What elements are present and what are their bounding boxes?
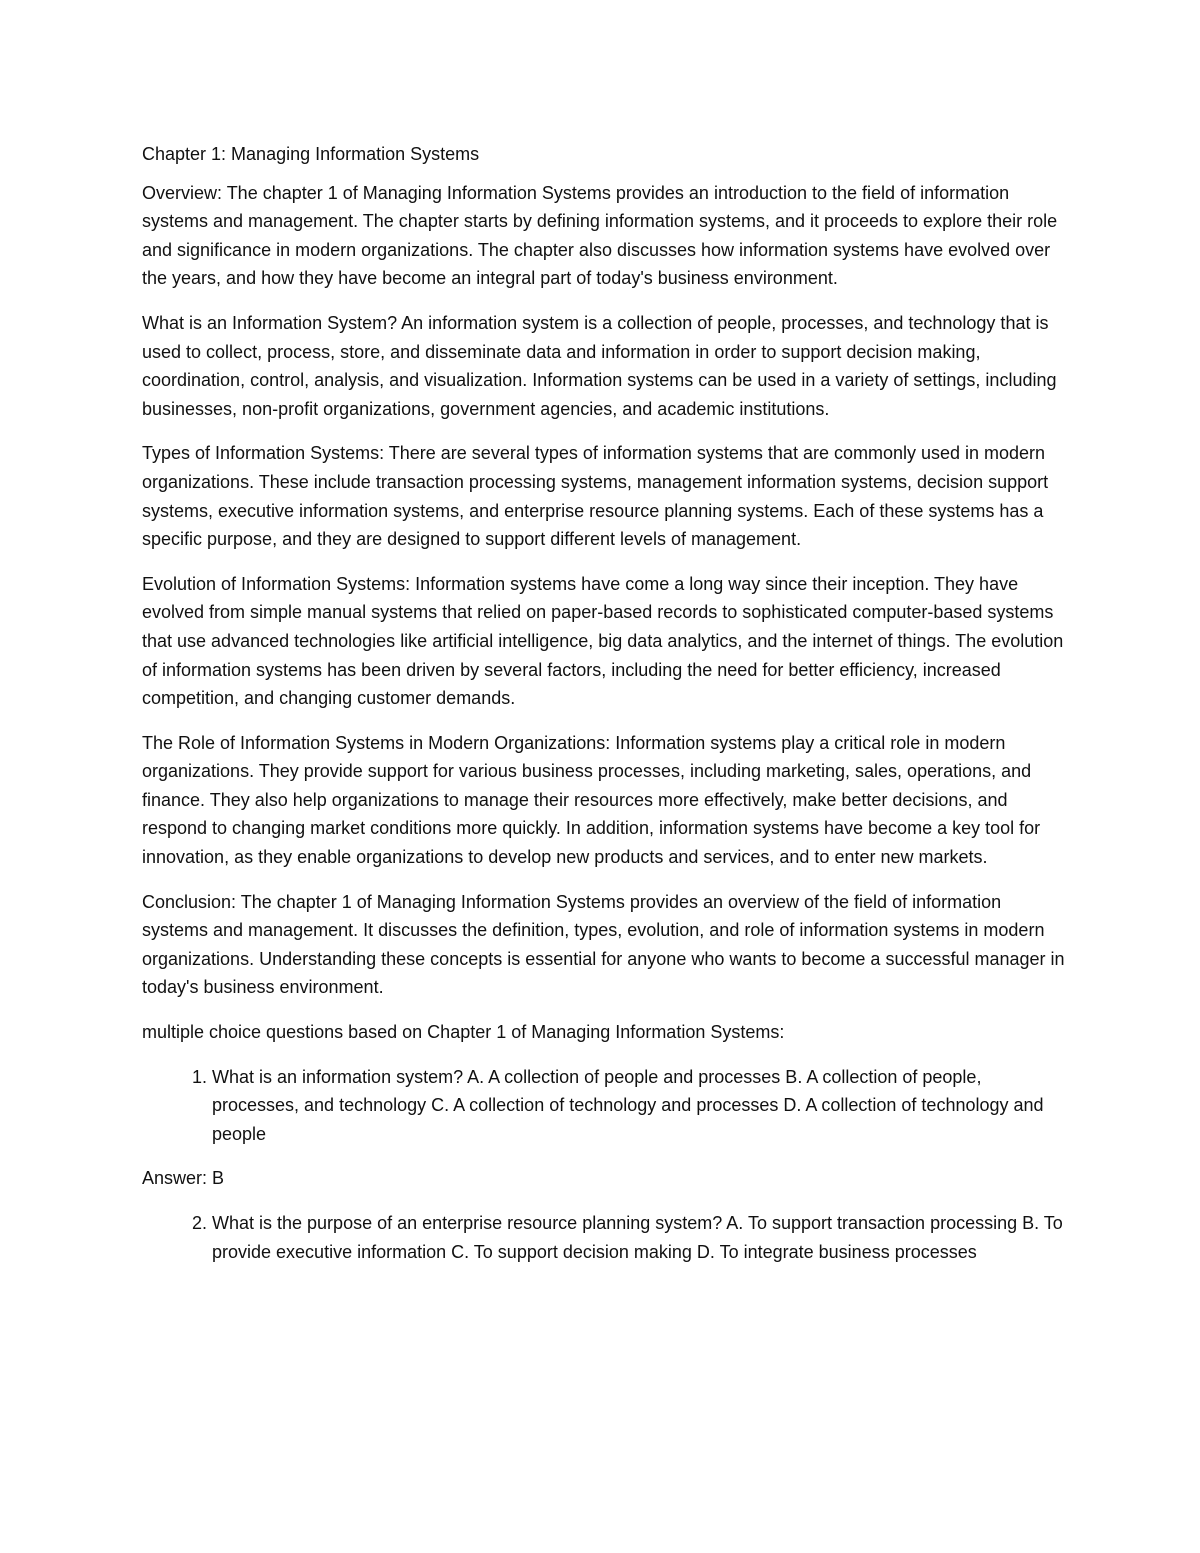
paragraph-overview: Overview: The chapter 1 of Managing Information Systems provides an introduction to the field of information systems and management. The chapter starts by defining information systems, and it proceeds to explore their role and significance in modern organizations. The chapter also discusses how information systems have evolved over the years, and how they have become an integral part of today's business environment. [142,182,1058,289]
question-item: 1. What is an information system? A. A collection of people and processes B. A collection of people, processes, and technology C. A collection of technology and processes D. A collection of technology and people [212,1063,1067,1149]
paragraph-what-is-information-system: What is an Information System? An information system is a collection of people, processes, and technology that is used to collect, process, store, and disseminate data and information in order to support decision making, coordination, control, analysis, and visualization. Information systems can be used in a variety of settings, including businesses, non-profit organizations, government agencies, and academic institutions. [142,312,1057,419]
document-page [142,140,1067,1282]
paragraph-evolution: Evolution of Information Systems: Information systems have come a long way since their inception. They have evolved from simple manual systems that relied on paper-based records to sophisticated computer-based systems that use advanced technologies like artificial intelligence, big data analytics, and the internet of things. The evolution of information systems has been driven by several factors, including the need for better efficiency, increased competition, and changing customer demands. [142,573,1064,709]
paragraph-types: Types of Information Systems: There are several types of information systems that are commonly used in modern organizations. These include transaction processing systems, management information systems, decision support systems, executive information systems, and enterprise resource planning systems. Each of these systems has a specific purpose, and they are designed to support different levels of management. [142,443,1049,550]
paragraph-conclusion: Conclusion: The chapter 1 of Managing Information Systems provides an overview of the field of information systems and management. It discusses the definition, types, evolution, and role of information systems in modern organizations. Understanding these concepts is essential for anyone who wants to become a successful manager in today's business environment. [142,891,1065,998]
mcq-intro: multiple choice questions based on Chapter 1 of Managing Information Systems: [142,1022,785,1043]
document-title: Chapter 1: Managing Information Systems [142,144,480,164]
paragraph-role: The Role of Information Systems in Modern Organizations: Information systems play a critical role in modern organizations. They provide support for various business processes, including marketing, sales, operations, and finance. They also help organizations to manage their resources more effectively, make better decisions, and respond to changing market conditions more quickly. In addition, information systems have become a key tool for innovation, as they enable organizations to develop new products and services, and to enter new markets. [142,732,1041,868]
answer-text: Answer: B [142,1168,225,1189]
question-item: 2. What is the purpose of an enterprise resource planning system? A. To support transaction processing B. To provide executive information C. To support decision making D. To integrate business processes [212,1209,1067,1266]
question-list-1 [142,1063,1067,1149]
question-list-2 [142,1209,1067,1266]
